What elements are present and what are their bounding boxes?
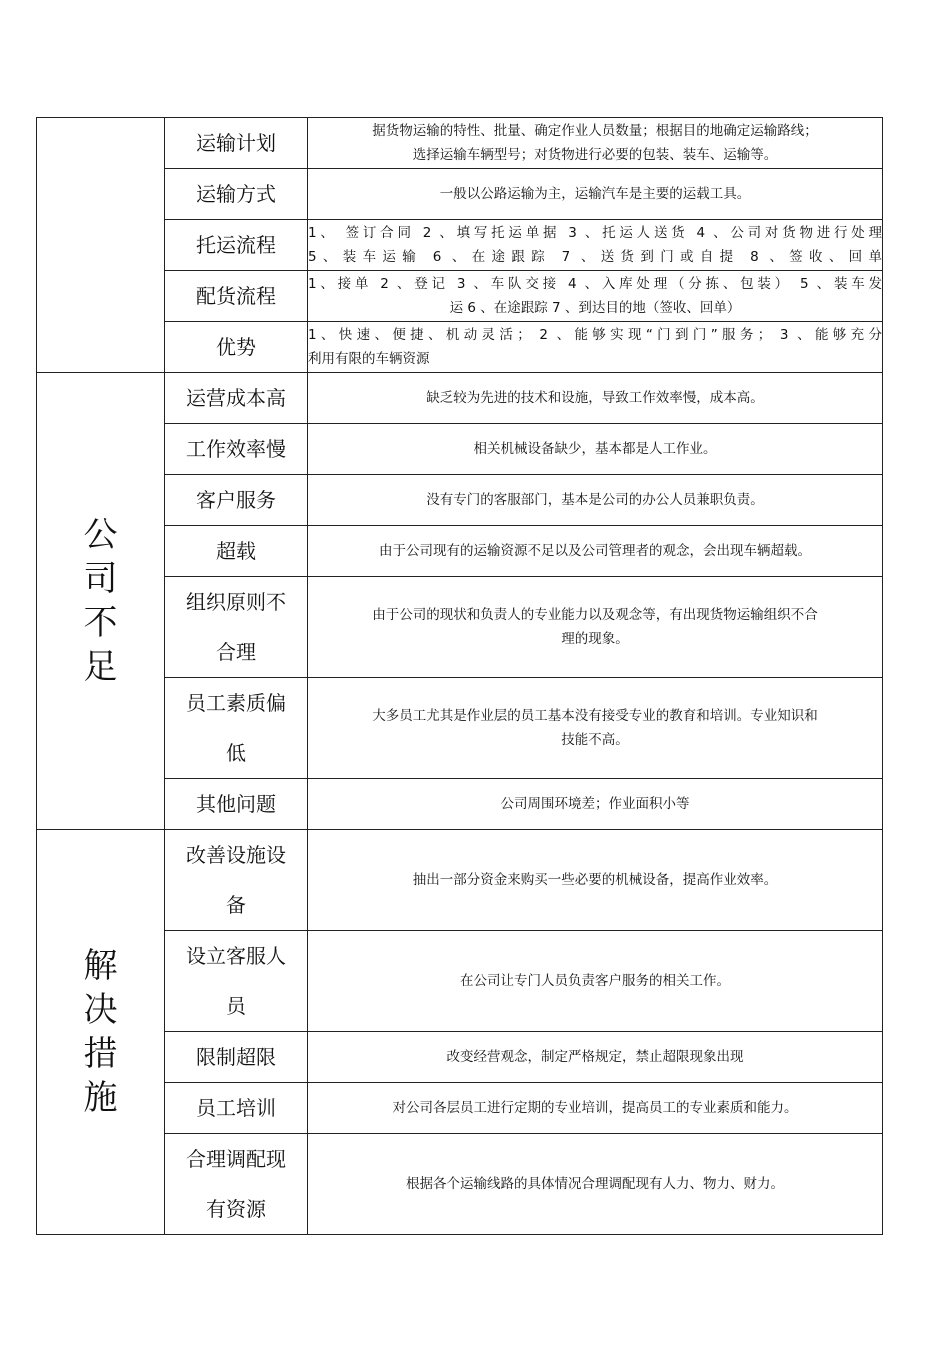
row-label xyxy=(165,830,308,931)
desc-line: 在公司让专门人员负责客户服务的相关工作。 xyxy=(460,973,730,989)
row-label-line: 有资源 xyxy=(206,1197,266,1221)
row-description xyxy=(308,678,883,779)
row-description xyxy=(308,322,883,373)
desc-line: 利用有限的车辆资源 xyxy=(308,351,430,367)
desc-line: 没有专门的客服部门，基本是公司的办公人员兼职负责。 xyxy=(426,492,764,508)
row-description xyxy=(308,118,883,169)
row-label-line: 低 xyxy=(226,741,246,765)
row-description xyxy=(308,475,883,526)
row-label xyxy=(165,678,308,779)
row-label-line: 设立客服人 xyxy=(186,944,286,968)
desc-line: 1、接单 2 、登记 3 、车队交接 4 、入库处理（分拣、包装） 5 、装车发 xyxy=(308,276,882,292)
row-label-line: 员工素质偏 xyxy=(186,691,286,715)
desc-line: 由于公司现有的运输资源不足以及公司管理者的观念，会出现车辆超载。 xyxy=(379,543,811,559)
row-label: 配货流程 xyxy=(165,271,308,322)
desc-line: 相关机械设备缺少，基本都是人工作业。 xyxy=(473,441,717,457)
desc-line: 改变经营观念，制定严格规定，禁止超限现象出现 xyxy=(446,1049,744,1065)
row-label: 其他问题 xyxy=(165,779,308,830)
row-label-line: 合理 xyxy=(216,640,256,664)
row-label xyxy=(165,577,308,678)
row-description xyxy=(308,931,883,1032)
row-label: 托运流程 xyxy=(165,220,308,271)
row-description xyxy=(308,373,883,424)
section-cell-empty xyxy=(37,118,165,373)
row-description xyxy=(308,169,883,220)
row-description xyxy=(308,1083,883,1134)
desc-line: 技能不高。 xyxy=(561,732,629,748)
section-title: 解决措施 xyxy=(83,946,118,1118)
desc-line: 1、快速、便捷、机动灵活； 2 、能够实现“门到门”服务； 3 、能够充分 xyxy=(308,327,882,343)
row-label: 优势 xyxy=(165,322,308,373)
row-label-line: 合理调配现 xyxy=(186,1147,286,1171)
row-label: 工作效率慢 xyxy=(165,424,308,475)
desc-line: 一般以公路运输为主，运输汽车是主要的运载工具。 xyxy=(439,186,751,202)
row-label: 运输方式 xyxy=(165,169,308,220)
row-label: 限制超限 xyxy=(165,1032,308,1083)
desc-line: 理的现象。 xyxy=(561,631,629,647)
desc-line: 公司周围环境差；作业面积小等 xyxy=(500,796,690,812)
table-row xyxy=(37,373,883,424)
row-description xyxy=(308,220,883,271)
section-cell-company-shortcomings xyxy=(37,373,165,830)
row-label xyxy=(165,1134,308,1235)
desc-line: 1、 签订合同 2 、填写托运单据 3 、托运人送货 4 、公司对货物进行处理 xyxy=(308,225,882,241)
row-label: 员工培训 xyxy=(165,1083,308,1134)
table-row xyxy=(37,118,883,169)
row-label-line: 员 xyxy=(226,994,246,1018)
section-cell-solutions xyxy=(37,830,165,1235)
row-label xyxy=(165,931,308,1032)
desc-line: 对公司各层员工进行定期的专业培训，提高员工的专业素质和能力。 xyxy=(392,1100,798,1116)
row-label-line: 组织原则不 xyxy=(186,590,286,614)
desc-line: 根据各个运输线路的具体情况合理调配现有人力、物力、财力。 xyxy=(406,1176,784,1192)
row-description xyxy=(308,1134,883,1235)
row-label-line: 改善设施设 xyxy=(186,843,286,867)
desc-line: 由于公司的现状和负责人的专业能力以及观念等，有出现货物运输组织不合 xyxy=(372,607,818,623)
row-label: 运营成本高 xyxy=(165,373,308,424)
desc-line: 缺乏较为先进的技术和设施，导致工作效率慢，成本高。 xyxy=(426,390,764,406)
table-row xyxy=(37,830,883,931)
desc-line: 5、装车运输 6 、在途跟踪 7 、送货到门或自提 8 、签收、回单 xyxy=(308,249,882,265)
desc-line: 运 6 、在途跟踪 7 、到达目的地（签收、回单） xyxy=(449,300,741,316)
desc-line: 据货物运输的特性、批量、确定作业人员数量；根据目的地确定运输路线； xyxy=(372,123,818,139)
section-title: 公司不足 xyxy=(83,515,118,687)
desc-line: 大多员工尤其是作业层的员工基本没有接受专业的教育和培训。专业知识和 xyxy=(372,708,818,724)
row-label: 客户服务 xyxy=(165,475,308,526)
row-label: 超载 xyxy=(165,526,308,577)
row-label-line: 备 xyxy=(226,893,246,917)
desc-line: 选择运输车辆型号；对货物进行必要的包装、装车、运输等。 xyxy=(412,147,778,163)
row-description xyxy=(308,526,883,577)
row-description xyxy=(308,779,883,830)
row-description xyxy=(308,830,883,931)
row-description xyxy=(308,577,883,678)
row-description xyxy=(308,271,883,322)
row-label: 运输计划 xyxy=(165,118,308,169)
transport-analysis-table xyxy=(36,117,883,1235)
desc-line: 抽出一部分资金来购买一些必要的机械设备，提高作业效率。 xyxy=(412,872,778,888)
row-description xyxy=(308,1032,883,1083)
row-description xyxy=(308,424,883,475)
